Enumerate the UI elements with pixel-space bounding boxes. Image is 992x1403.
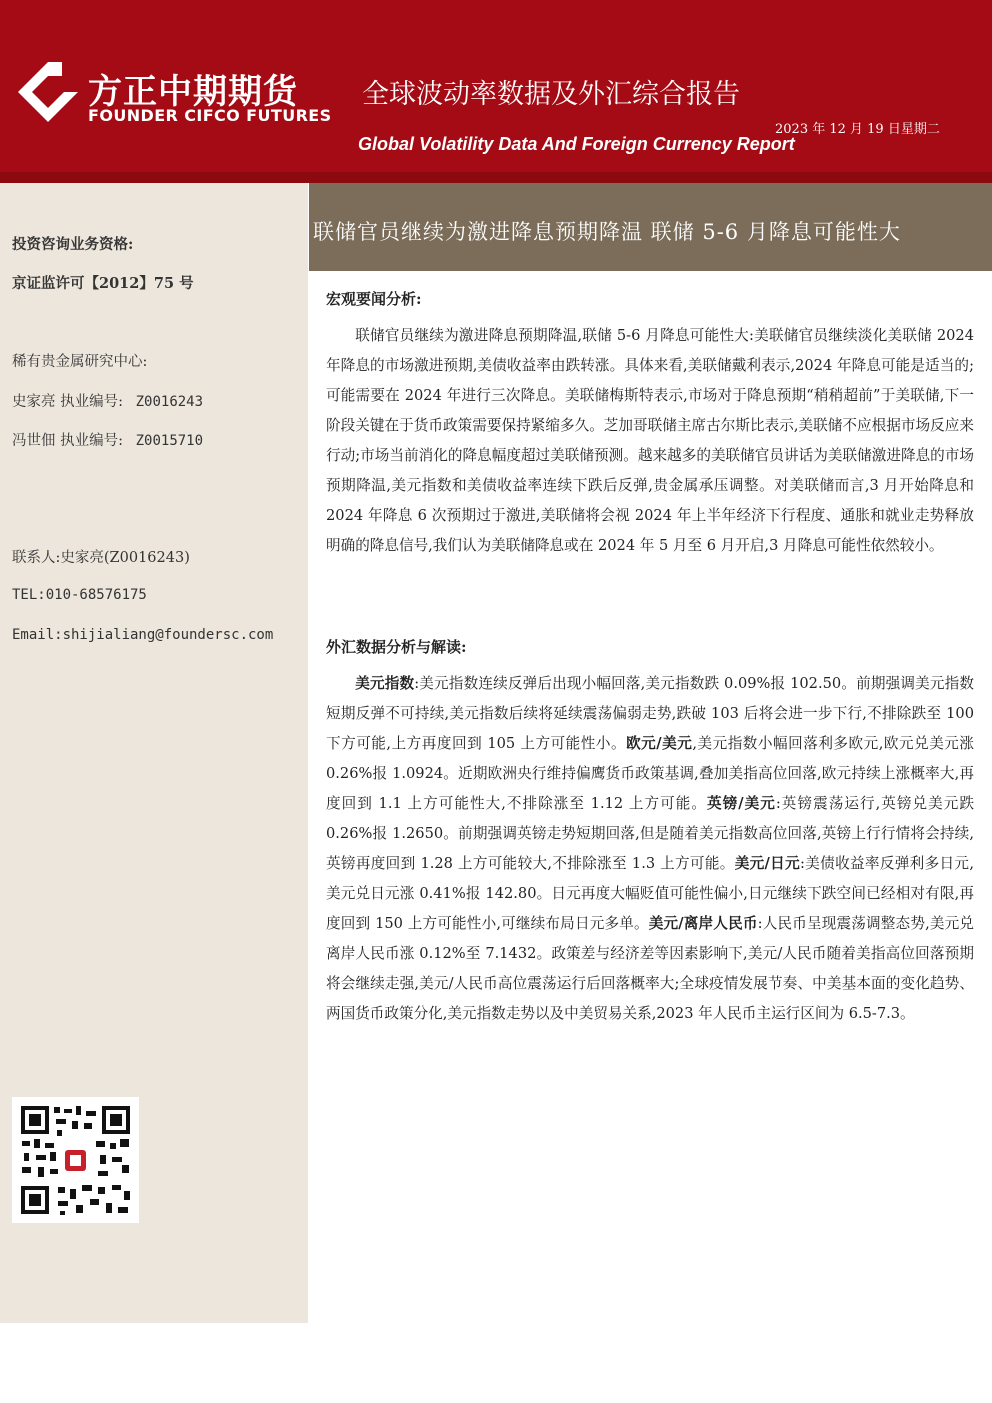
fx-label-usd-index: 美元指数 <box>355 675 415 692</box>
report-title-cn: 全球波动率数据及外汇综合报告 <box>362 79 740 110</box>
fx-label-eur-usd: 欧元/美元 <box>626 735 693 752</box>
macro-paragraph: 联储官员继续为激进降息预期降温,联储 5-6 月降息可能性大:美联储官员继续淡化美联储 2024 年降息的市场激进预期,美债收益率由跌转涨。具体来看,美联储戴利表示,2024 年降息可能是适当的;可能需要在 2024 年进行三次降息。美联储梅斯特表示,市场对于降息预期“稍稍超前”于美联储,下一阶段关键在于货币政策需要保持紧缩多久。芝加哥联储主席古尔斯比表示,美联储不应根据市场反应来行动;市场当前消化的降息幅度超过美联储预测。越来越多的美联储官员讲话为美联储激进降息的市场预期降温,美元指数和美债收益率连续下跌后反弹,贵金属承压调整。对美联储而言,3 月开始降息和 2024 年降息 6 次预期过于激进,美联储将会视 2024 年上半年经济下行程度、通胀和就业走势释放明确的降息信号,我们认为美联储降息或在 2024 年 5 月至 6 月开启,3 月降息可能性依然较小。 <box>326 327 974 554</box>
research-center: 稀有贵金属研究中心: <box>12 354 148 370</box>
fx-label-usd-cnh: 美元/离岸人民币 <box>648 915 758 932</box>
headline-banner <box>309 183 992 271</box>
analyst-1-name: 史家亮 执业编号: <box>12 394 123 410</box>
fx-text-usd-index: :美元指数连续反弹后出现小幅回落,美元指数跌 0.09%报 102.50。前期强调美元指数短期反弹不可持续,美元指数后续将延续震荡偏弱走势,跌破 103 后将会进一步下行,不排除跌至 100 下方可能,上方再度回到 105 上方可能性小。 <box>326 675 974 752</box>
report-header <box>0 0 992 183</box>
brand-name-en: FOUNDER CIFCO FUTURES <box>88 106 332 125</box>
analyst-2-name: 冯世佃 执业编号: <box>12 433 123 449</box>
fx-text-gbp-usd: :英镑震荡运行,英镑兑美元跌 0.26%报 1.2650。前期强调英镑走势短期回落,但是随着美元指数高位回落,英镑上行行情将会持续,英镑再度回到 1.28 上方可能较大,不排除涨至 1.3 上方可能。 <box>326 795 974 872</box>
analyst-2 <box>12 429 203 450</box>
fx-label-gbp-usd: 英镑/美元 <box>706 795 776 812</box>
header-divider <box>0 172 992 183</box>
fx-text-eur-usd: ,美元指数小幅回落利多欧元,欧元兑美元涨 0.26%报 1.0924。近期欧洲央行维持偏鹰货币政策基调,叠加美指高位回落,欧元持续上涨概率大,再度回到 1.1 上方可能性大,不排除涨至 1.12 上方可能。 <box>326 735 974 812</box>
report-date: 2023 年 12 月 19 日星期二 <box>775 122 940 137</box>
fx-text-usd-cnh: :人民币呈现震荡调整态势,美元兑离岸人民币涨 0.12%至 7.1432。政策差与经济差等因素影响下,美元/人民币随着美指高位回落预期将会继续走强,美元/人民币高位震荡运行后回落概率大;全球疫情发展节奏、中美基本面的变化趋势、两国货币政策分化,美元指数走势以及中美贸易关系,2023 年人民币主运行区间为 6.5-7.3。 <box>326 915 975 1022</box>
fx-label-usd-jpy: 美元/日元 <box>734 855 801 872</box>
contact-email[interactable]: Email:shijialiang@foundersc.com <box>12 627 274 643</box>
fx-paragraph <box>326 669 974 1029</box>
qualification-label: 投资咨询业务资格: <box>12 236 134 253</box>
qualification-license: 京证监许可【2012】75 号 <box>12 275 194 292</box>
qr-code-icon <box>12 1097 139 1223</box>
macro-section-heading: 宏观要闻分析: <box>326 290 422 308</box>
contact-person: 联系人:史家亮(Z0016243) <box>12 550 190 566</box>
founder-logo-icon <box>18 62 78 122</box>
fx-text-usd-jpy: :美债收益率反弹利多日元,美元兑日元涨 0.41%报 142.80。日元再度大幅贬值可能性偏小,日元继续下跌空间已经相对有限,再度回到 150 上方可能性小,可继续布局日元多单。 <box>326 855 974 932</box>
brand-name-cn: 方正中期期货 <box>88 72 298 112</box>
contact-tel: TEL:010-68576175 <box>12 587 147 603</box>
fx-section-heading: 外汇数据分析与解读: <box>326 638 467 656</box>
analyst-1 <box>12 390 203 411</box>
report-title-en: Global Volatility Data And Foreign Currency Report <box>358 134 795 154</box>
analyst-2-id: Z0015710 <box>135 433 204 449</box>
analyst-1-id: Z0016243 <box>135 394 204 410</box>
headline-title: 联储官员继续为激进降息预期降温 联储 5-6 月降息可能性大 <box>313 220 901 244</box>
